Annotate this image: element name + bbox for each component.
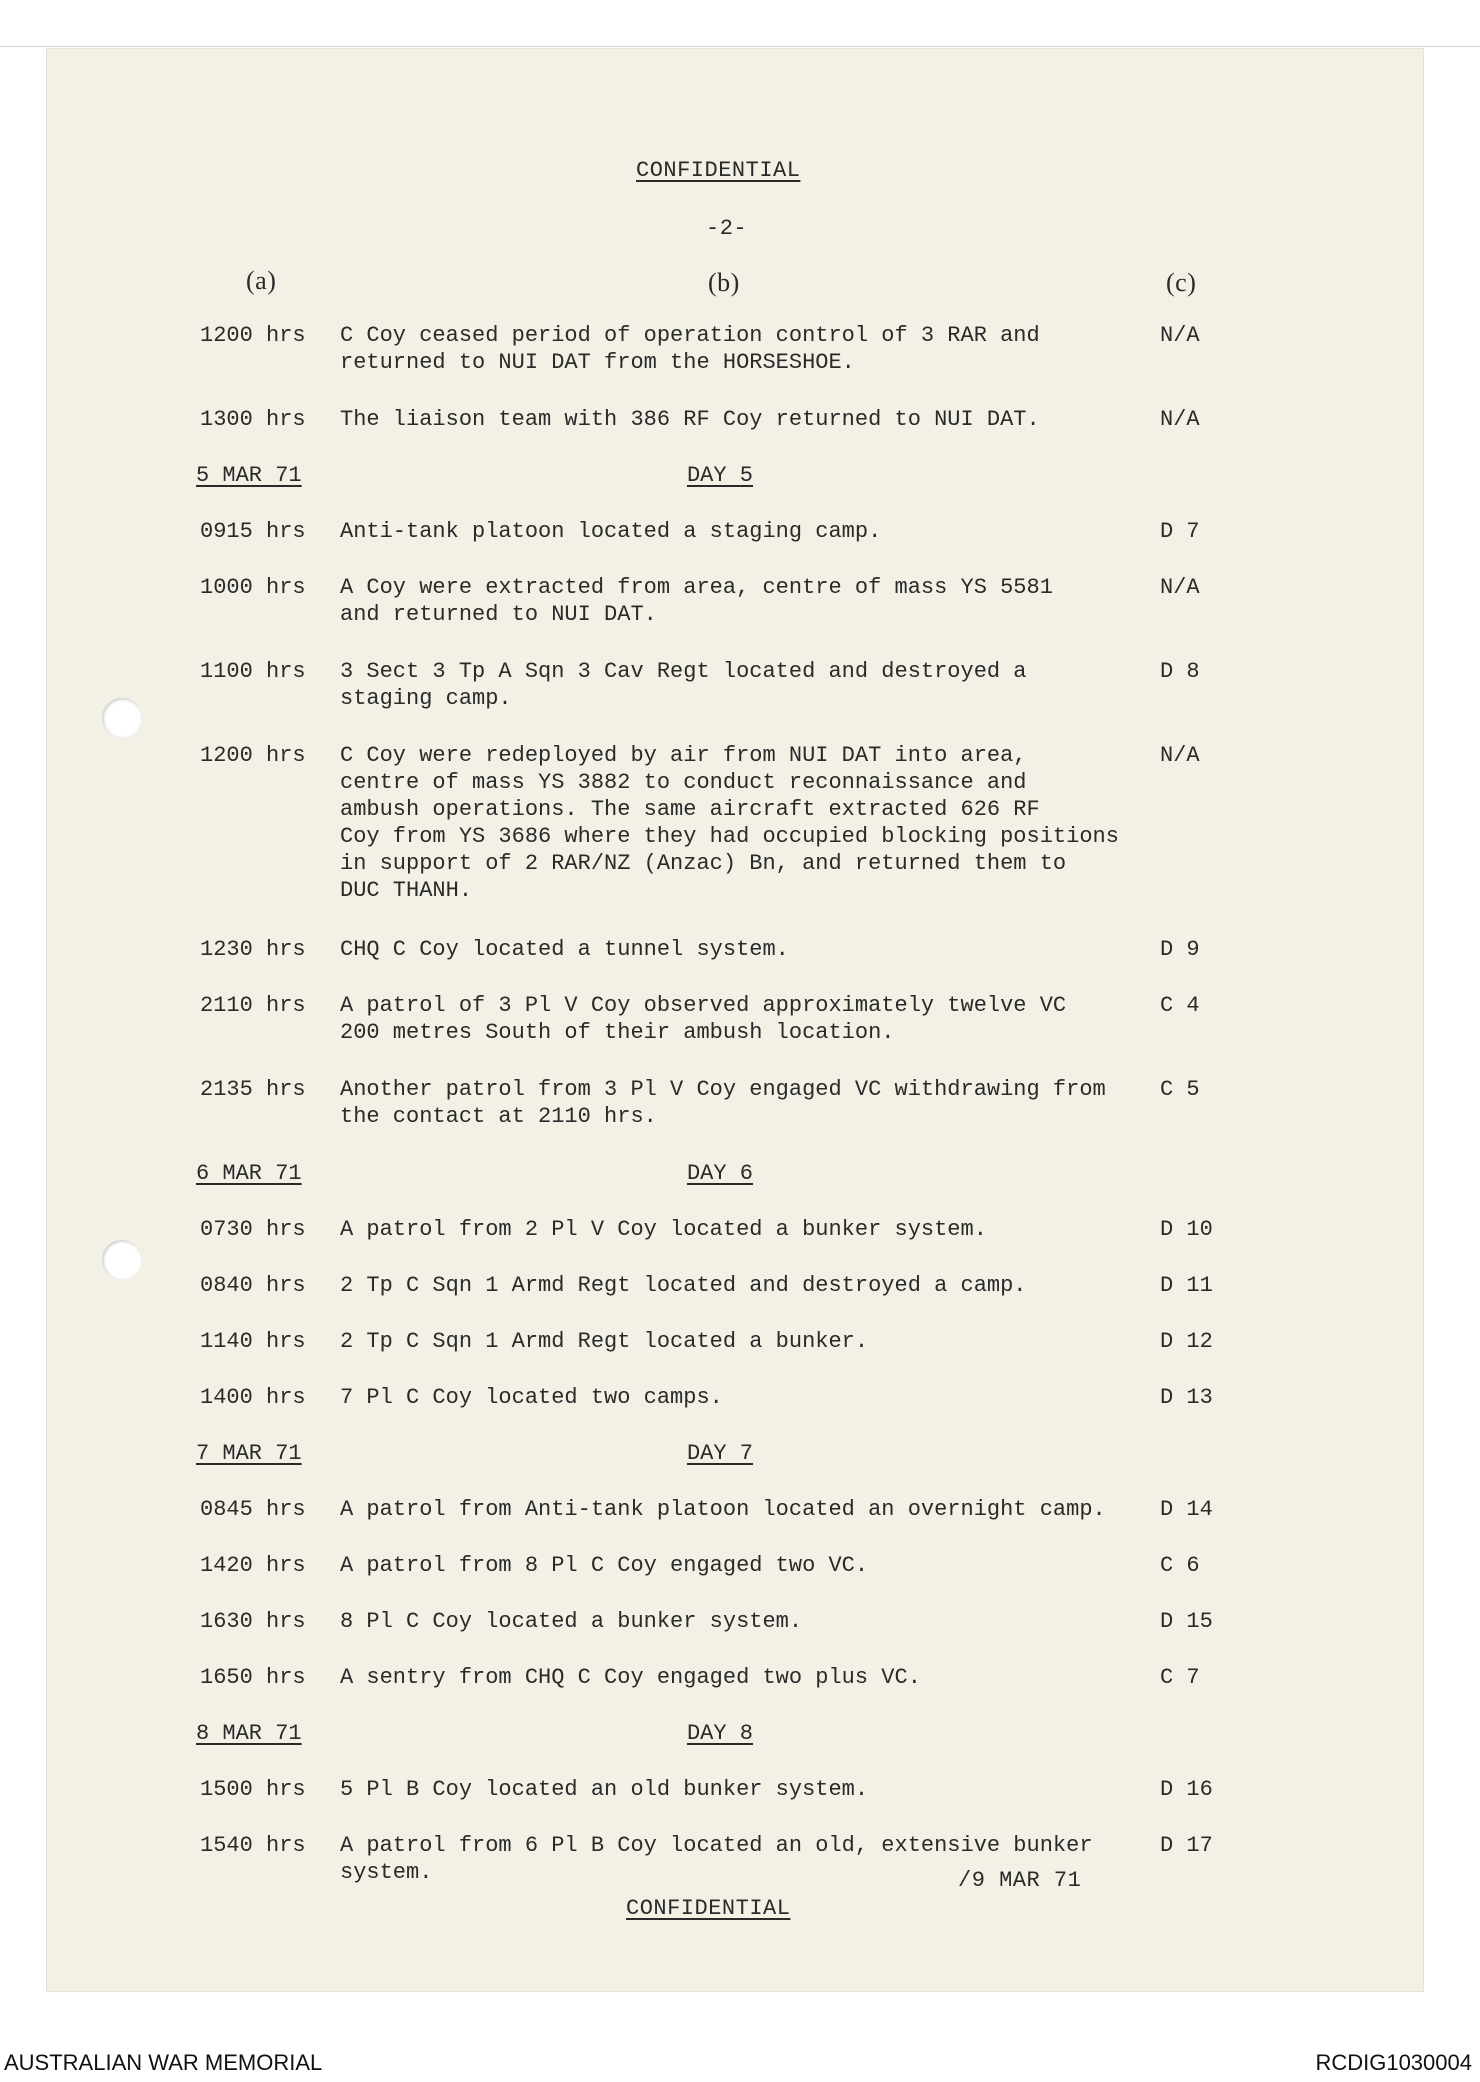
entry-description: A patrol from 6 Pl B Coy located an old, extensive bunker system. [340, 1833, 1093, 1885]
entry-reference: C 4 [1160, 993, 1200, 1018]
entry-description: Another patrol from 3 Pl V Coy engaged VC withdrawing from the contact at 2110 hrs. [340, 1077, 1106, 1129]
entry-time: 1500 hrs [200, 1777, 306, 1802]
column-header-a: (a) [246, 266, 277, 295]
entry-description: 5 Pl B Coy located an old bunker system. [340, 1777, 869, 1802]
entry-description: 7 Pl C Coy located two camps. [340, 1385, 723, 1410]
page-number: -2- [706, 216, 748, 241]
entry-reference: D 8 [1160, 659, 1200, 684]
entry-reference: D 17 [1160, 1833, 1213, 1858]
entry-reference: N/A [1160, 743, 1200, 768]
entry-reference: D 16 [1160, 1777, 1213, 1802]
archive-credit: AUSTRALIAN WAR MEMORIAL [4, 2050, 323, 2075]
entry-time: 1140 hrs [200, 1329, 306, 1354]
punch-hole-upper [102, 698, 142, 738]
entry-reference: D 13 [1160, 1385, 1213, 1410]
entry-reference: D 15 [1160, 1609, 1213, 1634]
entry-reference: N/A [1160, 407, 1200, 432]
entry-time: 1540 hrs [200, 1833, 306, 1858]
day-label: DAY 8 [686, 1721, 753, 1746]
day-label: DAY 5 [686, 463, 753, 488]
continuation-note: /9 MAR 71 [958, 1868, 1082, 1893]
classification-bottom: CONFIDENTIAL [626, 1896, 791, 1921]
column-header-c: (c) [1166, 268, 1197, 297]
entry-time: 1000 hrs [200, 575, 306, 600]
column-header-b: (b) [708, 268, 740, 297]
entry-description: Anti-tank platoon located a staging camp. [340, 519, 882, 544]
entry-reference: D 14 [1160, 1497, 1213, 1522]
day-date: 5 MAR 71 [196, 463, 302, 488]
entry-time: 1420 hrs [200, 1553, 306, 1578]
entry-reference: D 10 [1160, 1217, 1213, 1242]
entry-time: 1200 hrs [200, 743, 306, 768]
entry-time: 1650 hrs [200, 1665, 306, 1690]
entry-reference: N/A [1160, 323, 1200, 348]
entry-description: CHQ C Coy located a tunnel system. [340, 937, 789, 962]
entry-reference: D 12 [1160, 1329, 1213, 1354]
entry-time: 1400 hrs [200, 1385, 306, 1410]
day-date: 6 MAR 71 [196, 1161, 302, 1186]
day-date: 7 MAR 71 [196, 1441, 302, 1466]
entry-time: 1100 hrs [200, 659, 306, 684]
entry-description: A patrol from 2 Pl V Coy located a bunker system. [340, 1217, 987, 1242]
entry-reference: C 5 [1160, 1077, 1200, 1102]
entry-reference: D 7 [1160, 519, 1200, 544]
entry-time: 1230 hrs [200, 937, 306, 962]
entry-description: C Coy were redeployed by air from NUI DAT into area, centre of mass YS 3882 to conduct reconnaissance and ambush operations. The same aircraft extracted 626 RF Coy from YS 3686 where they had occupied blocking positions in support of 2 RAR/NZ (Anzac) Bn, and returned them to DUC THANH. [340, 743, 1119, 903]
entry-description: A patrol from Anti-tank platoon located an overnight camp. [340, 1497, 1106, 1522]
entry-description: The liaison team with 386 RF Coy returned to NUI DAT. [340, 407, 1040, 432]
entry-time: 0840 hrs [200, 1273, 306, 1298]
scan-border-line [0, 46, 1480, 47]
entry-time: 2135 hrs [200, 1077, 306, 1102]
entry-reference: D 9 [1160, 937, 1200, 962]
entry-reference: C 6 [1160, 1553, 1200, 1578]
entry-time: 1300 hrs [200, 407, 306, 432]
entry-time: 0915 hrs [200, 519, 306, 544]
entry-reference: N/A [1160, 575, 1200, 600]
entry-description: 8 Pl C Coy located a bunker system. [340, 1609, 803, 1634]
entry-time: 1200 hrs [200, 323, 306, 348]
entry-description: 2 Tp C Sqn 1 Armd Regt located a bunker. [340, 1329, 869, 1354]
entry-time: 0730 hrs [200, 1217, 306, 1242]
day-label: DAY 7 [686, 1441, 753, 1466]
entry-description: 3 Sect 3 Tp A Sqn 3 Cav Regt located and destroyed a staging camp. [340, 659, 1027, 711]
entry-description: A sentry from CHQ C Coy engaged two plus VC. [340, 1665, 921, 1690]
entry-time: 1630 hrs [200, 1609, 306, 1634]
classification-top: CONFIDENTIAL [636, 158, 801, 183]
entry-description: A patrol of 3 Pl V Coy observed approximately twelve VC 200 metres South of their ambush location. [340, 993, 1067, 1045]
entry-time: 2110 hrs [200, 993, 306, 1018]
punch-hole-lower [102, 1240, 142, 1280]
day-date: 8 MAR 71 [196, 1721, 302, 1746]
entry-description: C Coy ceased period of operation control of 3 RAR and returned to NUI DAT from the HORSESHOE. [340, 323, 1040, 375]
archive-id: RCDIG1030004 [1315, 2050, 1472, 2075]
entry-reference: D 11 [1160, 1273, 1213, 1298]
entry-description: A patrol from 8 Pl C Coy engaged two VC. [340, 1553, 869, 1578]
day-label: DAY 6 [686, 1161, 753, 1186]
entry-description: 2 Tp C Sqn 1 Armd Regt located and destroyed a camp. [340, 1273, 1027, 1298]
entry-reference: C 7 [1160, 1665, 1200, 1690]
entry-time: 0845 hrs [200, 1497, 306, 1522]
entry-description: A Coy were extracted from area, centre of mass YS 5581 and returned to NUI DAT. [340, 575, 1053, 627]
